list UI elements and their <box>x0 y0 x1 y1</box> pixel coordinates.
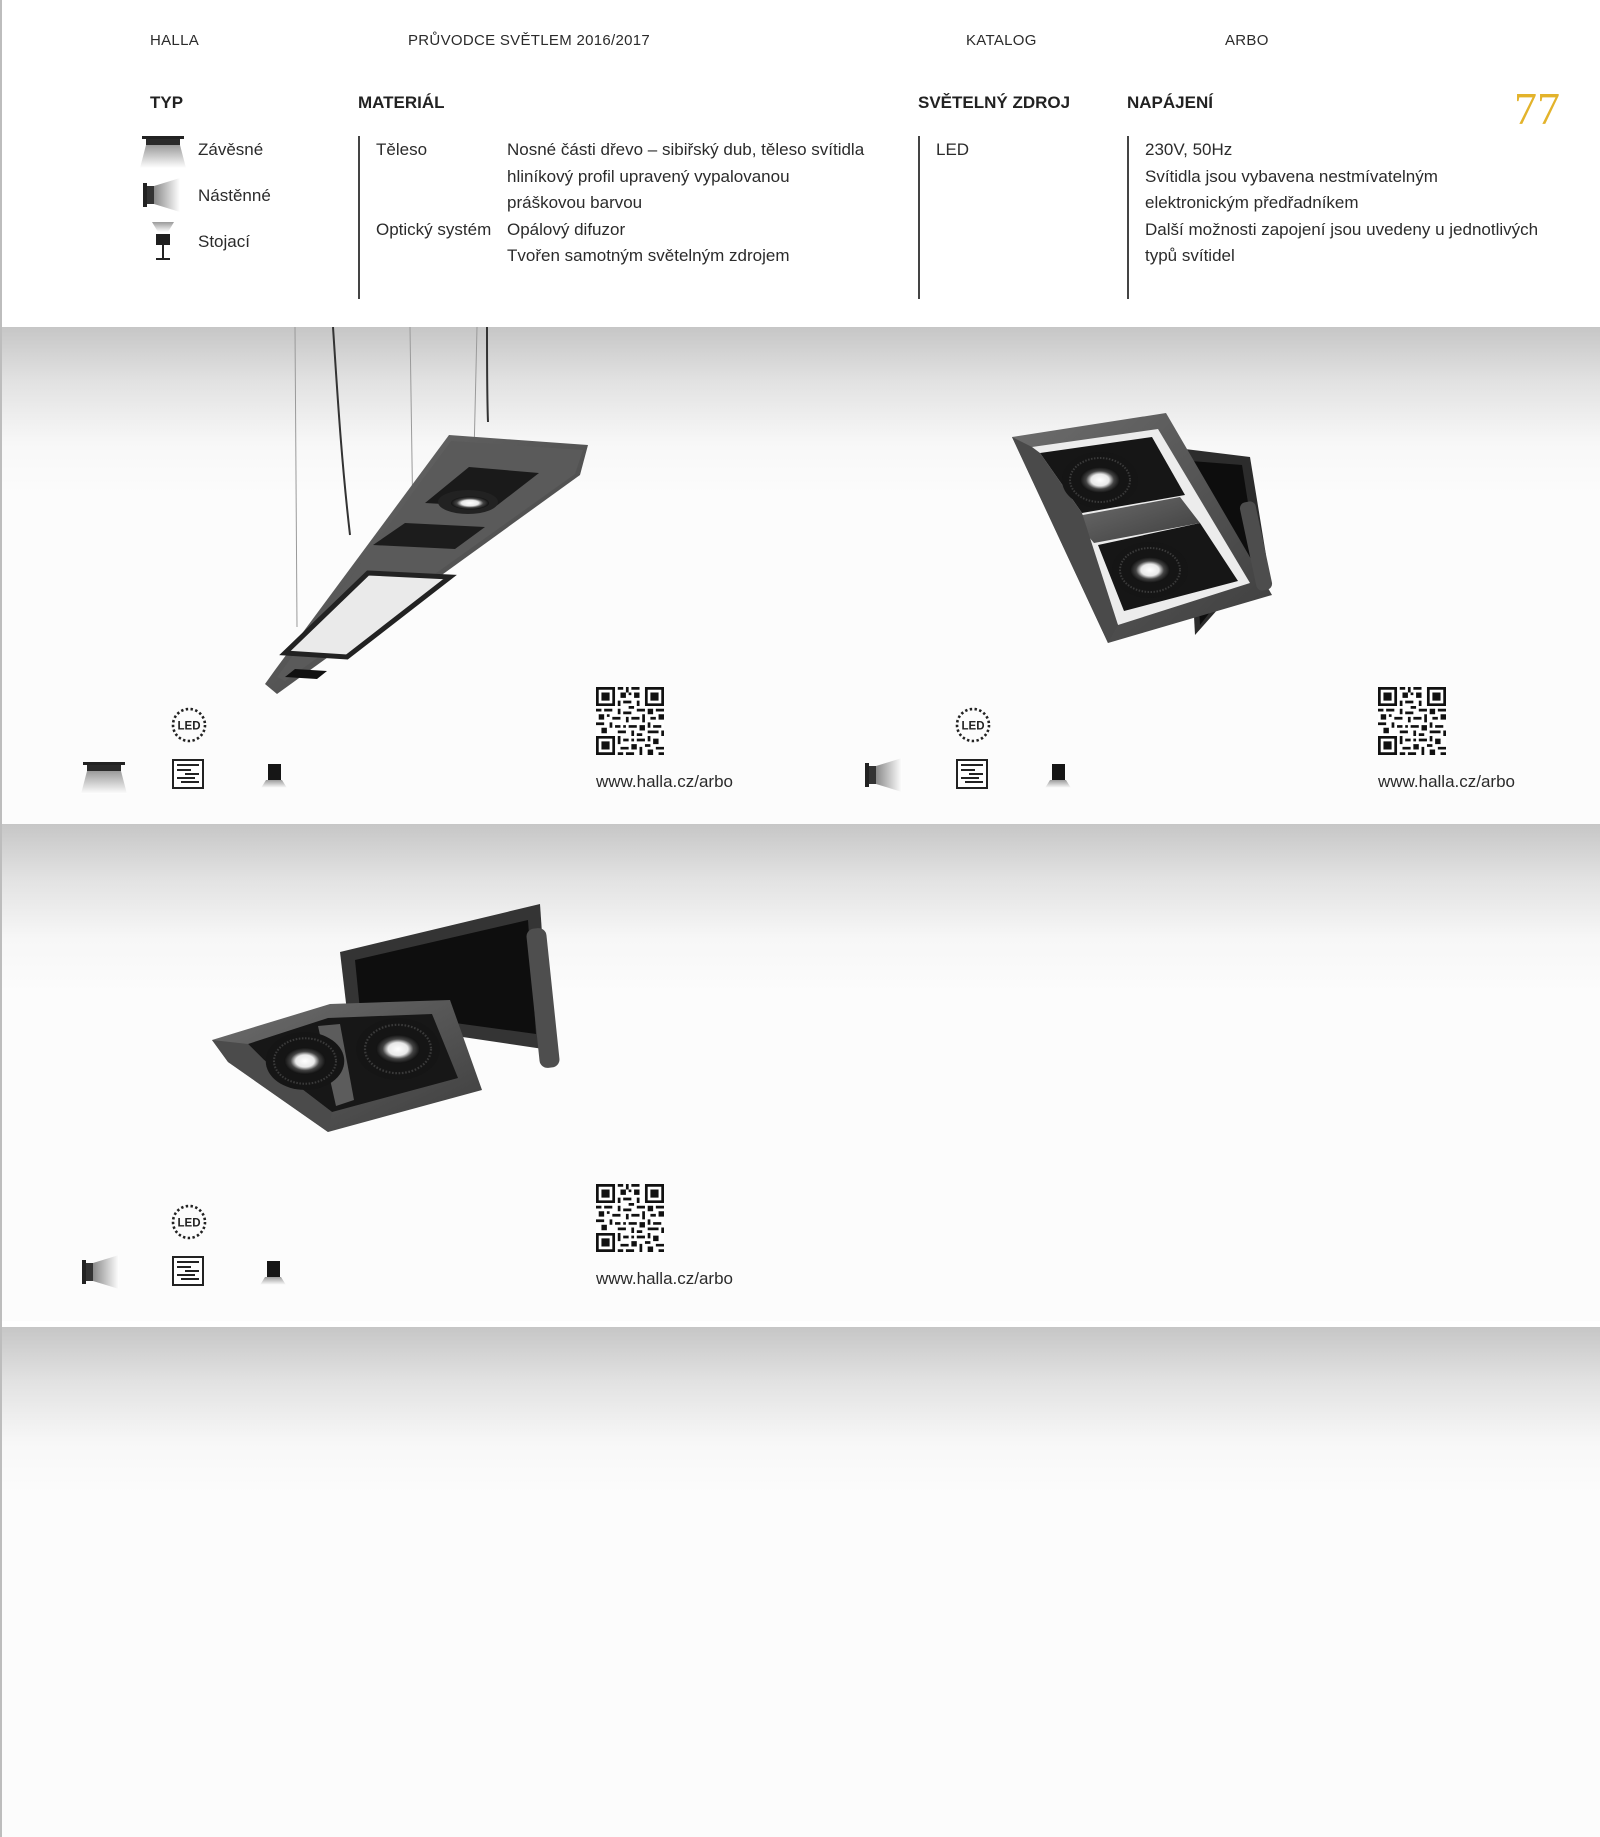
power-line: elektronickým předřadníkem <box>1145 193 1359 212</box>
type-label: Stojací <box>198 232 250 251</box>
type-label: Nástěnné <box>198 186 271 205</box>
running-header-section: KATALOG <box>966 32 1037 49</box>
power-line: Svítidla jsou vybavena nestmívatelným <box>1145 166 1438 186</box>
material-body-line: Nosné části dřevo – sibiřský dub, těleso svítidla <box>507 140 865 159</box>
datasheet-icon[interactable] <box>956 759 988 789</box>
light-source-value: LED <box>936 140 970 159</box>
running-header-product: ARBO <box>1225 32 1269 49</box>
power-line: typů svítidel <box>1145 246 1235 265</box>
light-source-divider <box>918 136 920 299</box>
led-badge-icon <box>953 705 993 745</box>
wall-double-spot-luminaire-image <box>210 900 560 1140</box>
pendant-luminaire-image <box>255 327 595 697</box>
running-header-guide: PRŮVODCE SVĚTLEM 2016/2017 <box>408 32 651 49</box>
pendant-light-icon <box>140 130 186 170</box>
typ-heading: TYP <box>150 93 184 112</box>
wall-spot-luminaire-image <box>1010 405 1280 645</box>
running-header-brand: HALLA <box>150 32 200 49</box>
material-divider <box>358 136 360 299</box>
floor-lamp-icon <box>140 222 186 262</box>
material-label-body: Těleso <box>376 140 428 159</box>
type-label: Závěsné <box>198 140 264 159</box>
power-line: Další možnosti zapojení jsou uvedeny u jednotlivých <box>1145 219 1539 239</box>
wall-type-icon <box>862 756 908 796</box>
spotlight-type-icon <box>259 762 289 790</box>
power-heading: NAPÁJENÍ <box>1127 93 1213 112</box>
material-label-optics: Optický systém <box>376 219 492 239</box>
power-divider <box>1127 136 1129 299</box>
product-url-link[interactable]: www.halla.cz/arbo <box>596 1269 734 1288</box>
material-heading: MATERIÁL <box>358 93 445 112</box>
wall-type-icon <box>79 1253 125 1293</box>
material-body-line: práškovou barvou <box>507 193 643 212</box>
product-band <box>2 327 1600 824</box>
qr-code-icon[interactable] <box>596 1184 664 1252</box>
spotlight-type-icon <box>258 1259 288 1287</box>
type-item-wall <box>140 176 271 216</box>
datasheet-icon[interactable] <box>172 1256 204 1286</box>
wall-light-icon <box>140 176 186 216</box>
product-url-link[interactable]: www.halla.cz/arbo <box>596 772 734 791</box>
type-item-floor <box>140 222 250 262</box>
qr-code-icon[interactable] <box>1378 687 1446 755</box>
pendant-type-icon <box>81 756 127 796</box>
led-badge-icon <box>169 705 209 745</box>
material-body-line: hliníkový profil upravený vypalovanou <box>507 166 790 186</box>
type-item-pendant <box>140 130 263 170</box>
power-line: 230V, 50Hz <box>1145 140 1233 159</box>
datasheet-icon[interactable] <box>172 759 204 789</box>
page-number: 77 <box>1514 83 1560 134</box>
product-url-link[interactable]: www.halla.cz/arbo <box>1378 772 1516 791</box>
spotlight-type-icon <box>1043 762 1073 790</box>
qr-code-icon[interactable] <box>596 687 664 755</box>
material-optics-line: Opálový difuzor <box>507 219 626 239</box>
empty-band <box>2 1327 1600 1837</box>
light-source-heading: SVĚTELNÝ ZDROJ <box>918 93 1071 112</box>
material-optics-line: Tvořen samotným světelným zdrojem <box>507 246 790 265</box>
led-badge-icon <box>169 1202 209 1242</box>
